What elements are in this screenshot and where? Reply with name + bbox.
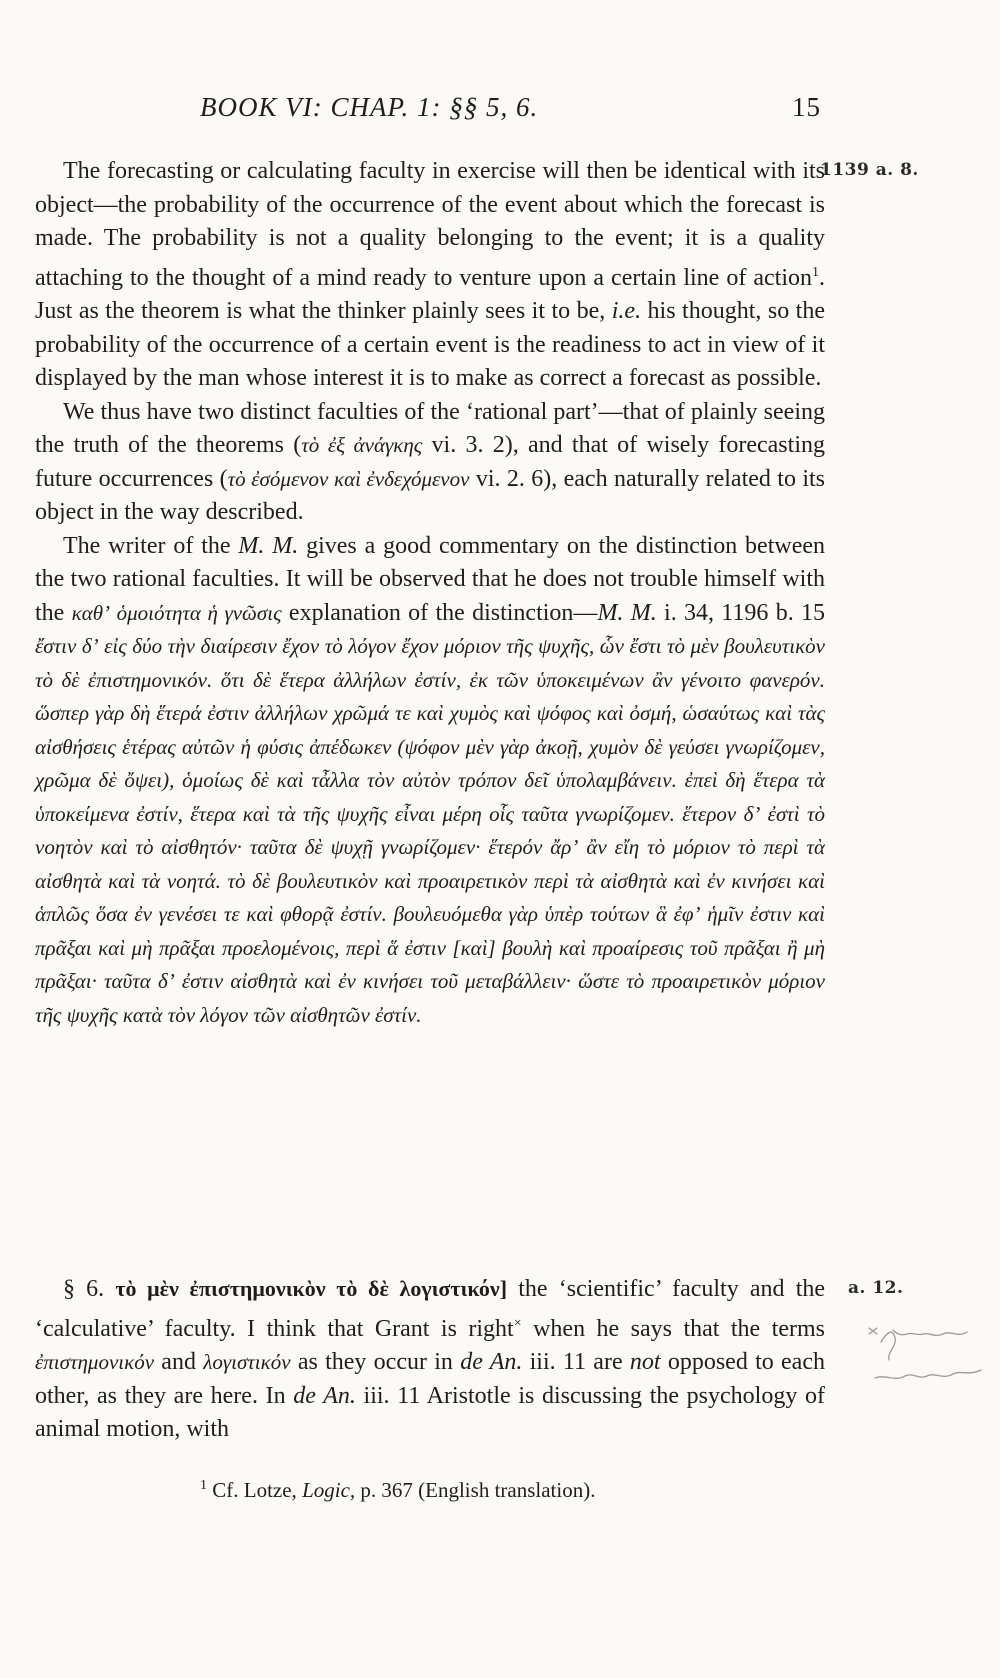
work-title: M. M. (238, 532, 299, 559)
work-title: de An. (293, 1382, 356, 1409)
footnote-marker: 1 (812, 264, 819, 280)
greek-phrase: τὸ ἐξ ἀνάγκης (301, 433, 423, 457)
margin-reference: a. 12. (848, 1278, 904, 1298)
paragraph-text: when he says that the terms (521, 1315, 825, 1342)
footnote-number: 1 (200, 1478, 207, 1493)
paragraph (35, 396, 825, 530)
header-title: BOOK VI: CHAP. 1: §§ 5, 6. (200, 92, 539, 122)
paragraph-text: gives a good commentary on the distinction between the two rational faculties. It will be observed that he does not trouble himself with the (35, 532, 826, 626)
paragraph-text: explanation of the distinction— (281, 599, 598, 626)
paragraph-text: iii. 11 Aristotle is discussing the psychology of animal motion, with (35, 1382, 826, 1442)
paragraph-text: and (154, 1349, 204, 1375)
paragraph-text: We thus have two distinct faculties of the ‘rational part’—that of plainly seeing the truth of the theorems ( (35, 398, 825, 458)
work-title: de An. (460, 1349, 523, 1375)
footnote-text: Cf. Lotze, (207, 1478, 303, 1502)
paragraph-text: . Just as the theorem is what the thinker plainly sees it to be, (35, 264, 825, 324)
greek-phrase: καθʼ ὁμοιότητα ἡ γνῶσις (71, 600, 282, 625)
greek-term: λογιστικόν (203, 1350, 291, 1374)
margin-reference: 1139 a. 8. (820, 160, 919, 180)
paragraph-text: The writer of the (63, 532, 239, 559)
commentary-section-5 (35, 155, 825, 1032)
work-title: M. M. (597, 599, 657, 626)
paragraph (35, 1272, 825, 1447)
paragraph-text: his thought, so the probability of the occurrence of a certain event is the readiness to act in view of it displayed by the man whose interest it is to make as correct a forecast as possible. (35, 298, 825, 391)
paragraph-text: iii. 11 are (522, 1349, 630, 1375)
annotation-mark: × (513, 1315, 522, 1331)
work-title: Logic, (302, 1478, 356, 1502)
paragraph-text: The forecasting or calculating faculty in exercise will then be identical with its object—the probability of the occurrence of the event about which the forecast is made. The probability is not a quality belonging to the event; it is a quality attaching to the thought of a mind ready to venture upon a certain line of action (35, 158, 825, 291)
abbreviation: i.e. (611, 298, 642, 324)
greek-term: ἐπιστημονικόν (35, 1350, 155, 1374)
greek-quotation: ἔστιν δʼ εἰς δύο τὴν διαίρεσιν ἔχον τὸ λόγον ἔχον μόριον τῆς ψυχῆς, ὧν ἔστι τὸ μὲν βουλευτικὸν τὸ δὲ ἐπιστημονικόν. ὅτι δὲ ἕτερα ἀλλήλων ἐστίν, ἐκ τῶν ὑποκειμένων ἂν γένοιτο φανερόν. ὥσπερ γὰρ δὴ ἕτερά ἐστιν ἀλλήλων χρῶμά τε καὶ χυμὸς καὶ ψόφος καὶ ὀσμή, ὡσαύτως καὶ τὰς αἰσθήσεις ἑτέρας αὐτῶν ἡ φύσις ἀπέδωκεν (ψόφον μὲν γὰρ ἀκοῇ, χυμὸν δὲ γεύσει γνωρίζομεν, χρῶμα δὲ ὄψει), ὁμοίως δὲ καὶ τἆλλα τὸν αὐτὸν τρόπον δεῖ ὑπολαμβάνειν. ἐπεὶ δὴ ἕτερα τὰ ὑποκείμενα ἐστίν, ἕτερα καὶ τὰ τῆς ψυχῆς εἶναι μέρη οἷς ταῦτα γνωρίζομεν. ἕτερον δʼ ἐστὶ τὸ νοητὸν καὶ τὸ αἰσθητόν· ταῦτα δὲ ψυχῇ γνωρίζομεν· ἕτερόν ἄρʼ ἂν εἴη τὸ μόριον τὸ περὶ τὰ αἰσθητὰ καὶ τὰ νοητά. τὸ δὲ βουλευτικὸν καὶ προαιρετικὸν περὶ τὰ αἰσθητὰ καὶ ἐν κινήσει καὶ ἁπλῶς ὅσα ἐν γενέσει τε καὶ φθορᾷ ἐστίν. βουλευόμεθα γὰρ ὑπὲρ τούτων ἃ ἐφʼ ἡμῖν ἐστιν καὶ πρᾶξαι καὶ μὴ πρᾶξαι προελομένοις, περὶ ἅ ἐστιν [καὶ] βουλὴ καὶ προαίρεσις τοῦ πρᾶξαι ἢ μὴ πρᾶξαι· ταῦτα δʼ ἐστιν αἰσθητὰ καὶ ἐν κινήσει τοῦ μεταβάλλειν· ὥστε τὸ προαιρετικὸν μόριον τῆς ψυχῆς κατὰ τὸν λόγον τῶν αἰσθητῶν ἐστίν. (35, 634, 825, 1027)
paragraph-text: i. 34, 1196 b. 15 (656, 599, 826, 626)
paragraph (35, 155, 825, 396)
page-number: 15 (792, 92, 821, 122)
handwritten-marginal-note (865, 1320, 995, 1400)
footnote-text: p. 367 (English translation). (355, 1478, 596, 1502)
greek-phrase: τὸ ἐσόμενον καὶ ἐνδεχόμενον (227, 466, 470, 491)
commentary-section-6 (35, 1272, 825, 1447)
paragraph (35, 530, 825, 1033)
footnote (200, 1478, 760, 1503)
paragraph-text: the ‘scientific’ faculty and the ‘calculative’ faculty. I think that Grant is right (35, 1276, 826, 1342)
lemma: τὸ μὲν ἐπιστημονικὸν τὸ δὲ λογιστικόν] (115, 1276, 508, 1301)
emphasis: not (629, 1349, 661, 1375)
section-number: § 6. (63, 1276, 105, 1302)
paragraph-text: opposed to each other, as they are here. In (35, 1349, 825, 1409)
paragraph-text: as they occur in (290, 1349, 461, 1375)
running-header (200, 92, 825, 132)
paragraph-text: vi. 3. 2), and that of wisely forecasting future occurrences ( (35, 432, 825, 492)
paragraph-text: vi. 2. 6), each naturally related to its object in the way described. (35, 465, 825, 525)
